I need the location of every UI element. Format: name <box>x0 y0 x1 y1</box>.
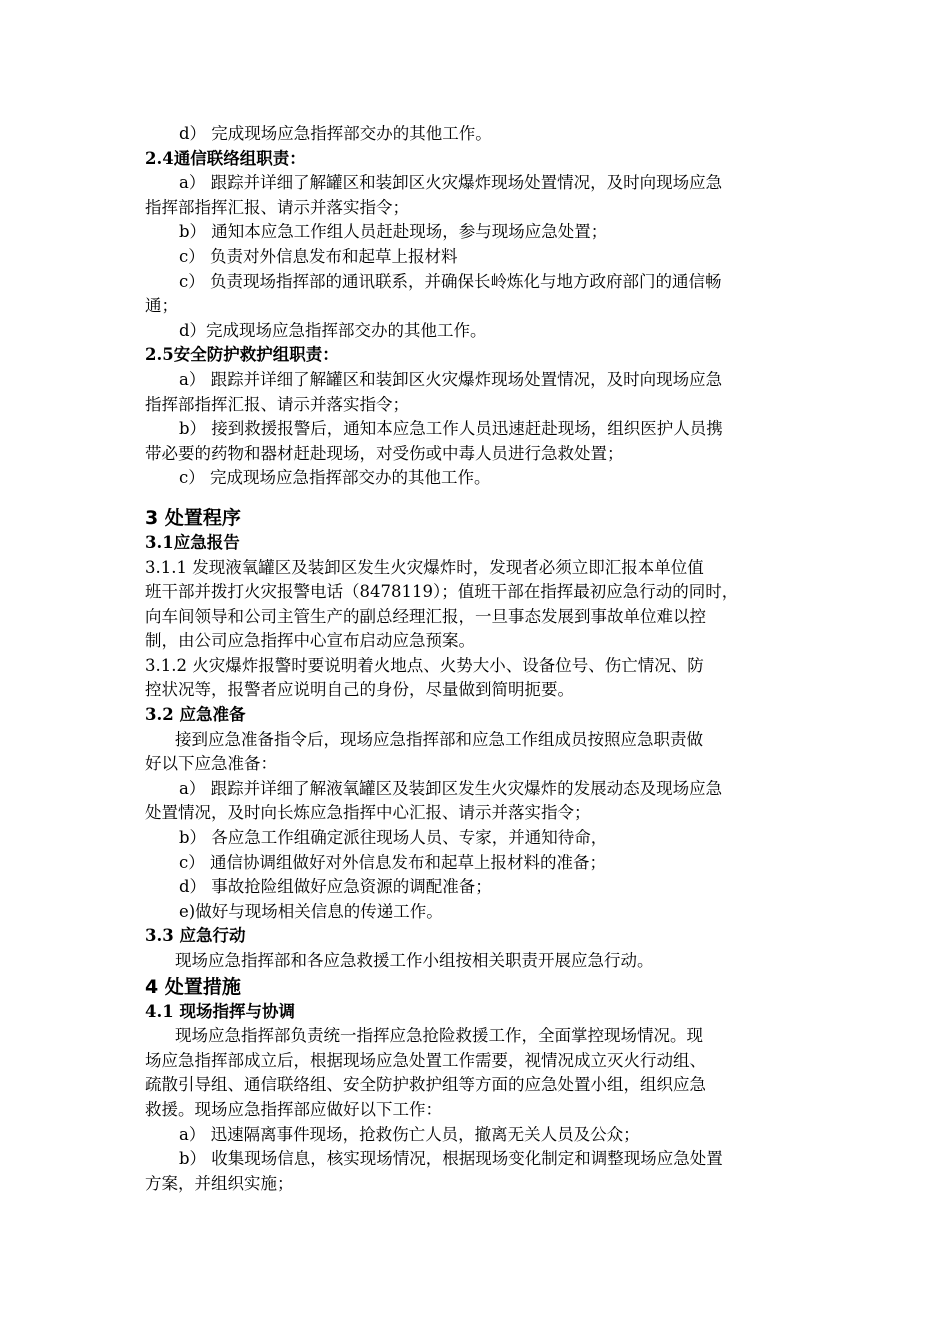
paragraph-line: c） 完成现场应急指挥部交办的其他工作。 <box>179 468 491 488</box>
paragraph-line: 3.1.1 发现液氧罐区及装卸区发生火灾爆炸时，发现者必须立即汇报本单位值 <box>145 557 704 577</box>
paragraph-line: b） 接到救援报警后，通知本应急工作人员迅速赶赴现场，组织医护人员携 <box>179 419 723 439</box>
paragraph-line: b） 收集现场信息，核实现场情况，根据现场变化制定和调整现场应急处置 <box>179 1149 723 1169</box>
paragraph-line: 好以下应急准备： <box>145 754 277 774</box>
chapter-heading-3: 3 处置程序 <box>145 506 241 529</box>
paragraph-line: a） 迅速隔离事件现场，抢救伤亡人员，撤离无关人员及公众； <box>179 1124 640 1144</box>
paragraph-line: 班干部并拨打火灾报警电话（8478119）；值班干部在指挥最初应急行动的同时， <box>145 582 739 602</box>
paragraph-line: 现场应急指挥部负责统一指挥应急抢险救援工作，全面掌控现场情况。现 <box>175 1026 703 1046</box>
paragraph-line: 通； <box>145 296 178 316</box>
paragraph-line: c） 通信协调组做好对外信息发布和起草上报材料的准备； <box>179 852 606 872</box>
paragraph-line: b） 通知本应急工作组人员赶赴现场，参与现场应急处置； <box>179 222 608 242</box>
paragraph-line: 向车间领导和公司主管生产的副总经理汇报，一旦事态发展到事故单位难以控 <box>145 606 706 626</box>
section-heading-4-1: 4.1 现场指挥与协调 <box>145 1001 295 1021</box>
document-page <box>145 122 810 1196</box>
paragraph-line: 接到应急准备指令后，现场应急指挥部和应急工作组成员按照应急职责做 <box>175 729 703 749</box>
spacer <box>145 491 810 505</box>
paragraph-line: 3.1.2 火灾爆炸报警时要说明着火地点、火势大小、设备位号、伤亡情况、防 <box>145 655 704 675</box>
section-heading-3-3: 3.3 应急行动 <box>145 926 246 946</box>
section-heading-3-1: 3.1应急报告 <box>145 532 240 552</box>
paragraph-line: a） 跟踪并详细了解液氧罐区及装卸区发生火灾爆炸的发展动态及现场应急 <box>179 778 723 798</box>
paragraph-line: d） 事故抢险组做好应急资源的调配准备； <box>179 877 492 897</box>
paragraph-line: 救援。现场应急指挥部应做好以下工作： <box>145 1099 442 1119</box>
section-heading-3-2: 3.2 应急准备 <box>145 705 246 725</box>
paragraph-line: 指挥部指挥汇报、请示并落实指令； <box>145 197 409 217</box>
paragraph-line: e)做好与现场相关信息的传递工作。 <box>179 901 443 921</box>
paragraph-line: 带必要的药物和器材赶赴现场，对受伤或中毒人员进行急救处置； <box>145 443 624 463</box>
paragraph-line: a） 跟踪并详细了解罐区和装卸区火灾爆炸现场处置情况，及时向现场应急 <box>179 173 723 193</box>
paragraph-line: d）完成现场应急指挥部交办的其他工作。 <box>179 320 487 340</box>
paragraph-line: d） 完成现场应急指挥部交办的其他工作。 <box>179 124 492 143</box>
paragraph-line: c） 负责现场指挥部的通讯联系，并确保长岭炼化与地方政府部门的通信畅 <box>179 271 722 291</box>
paragraph-line: 场应急指挥部成立后，根据现场应急处置工作需要，视情况成立灭火行动组、 <box>145 1050 706 1070</box>
paragraph-line: 现场应急指挥部和各应急救援工作小组按相关职责开展应急行动。 <box>175 951 654 970</box>
paragraph-line: 控状况等，报警者应说明自己的身份，尽量做到简明扼要。 <box>145 680 574 700</box>
section-heading-2-4: 2.4通信联络组职责： <box>145 148 306 168</box>
paragraph-line: b） 各应急工作组确定派往现场人员、专家，并通知待命， <box>179 828 608 848</box>
paragraph-line: 指挥部指挥汇报、请示并落实指令； <box>145 394 409 414</box>
paragraph-line: 处置情况，及时向长炼应急指挥中心汇报、请示并落实指令； <box>145 803 591 823</box>
paragraph-line: 方案，并组织实施； <box>145 1173 294 1193</box>
paragraph-line: c） 负责对外信息发布和起草上报材料 <box>179 246 458 266</box>
section-heading-2-5: 2.5安全防护救护组职责： <box>145 345 339 365</box>
paragraph-line: a） 跟踪并详细了解罐区和装卸区火灾爆炸现场处置情况，及时向现场应急 <box>179 369 723 389</box>
paragraph-line: 制，由公司应急指挥中心宣布启动应急预案。 <box>145 631 475 651</box>
chapter-heading-4: 4 处置措施 <box>145 975 241 998</box>
paragraph-line: 疏散引导组、通信联络组、安全防护救护组等方面的应急处置小组，组织应急 <box>145 1075 706 1095</box>
